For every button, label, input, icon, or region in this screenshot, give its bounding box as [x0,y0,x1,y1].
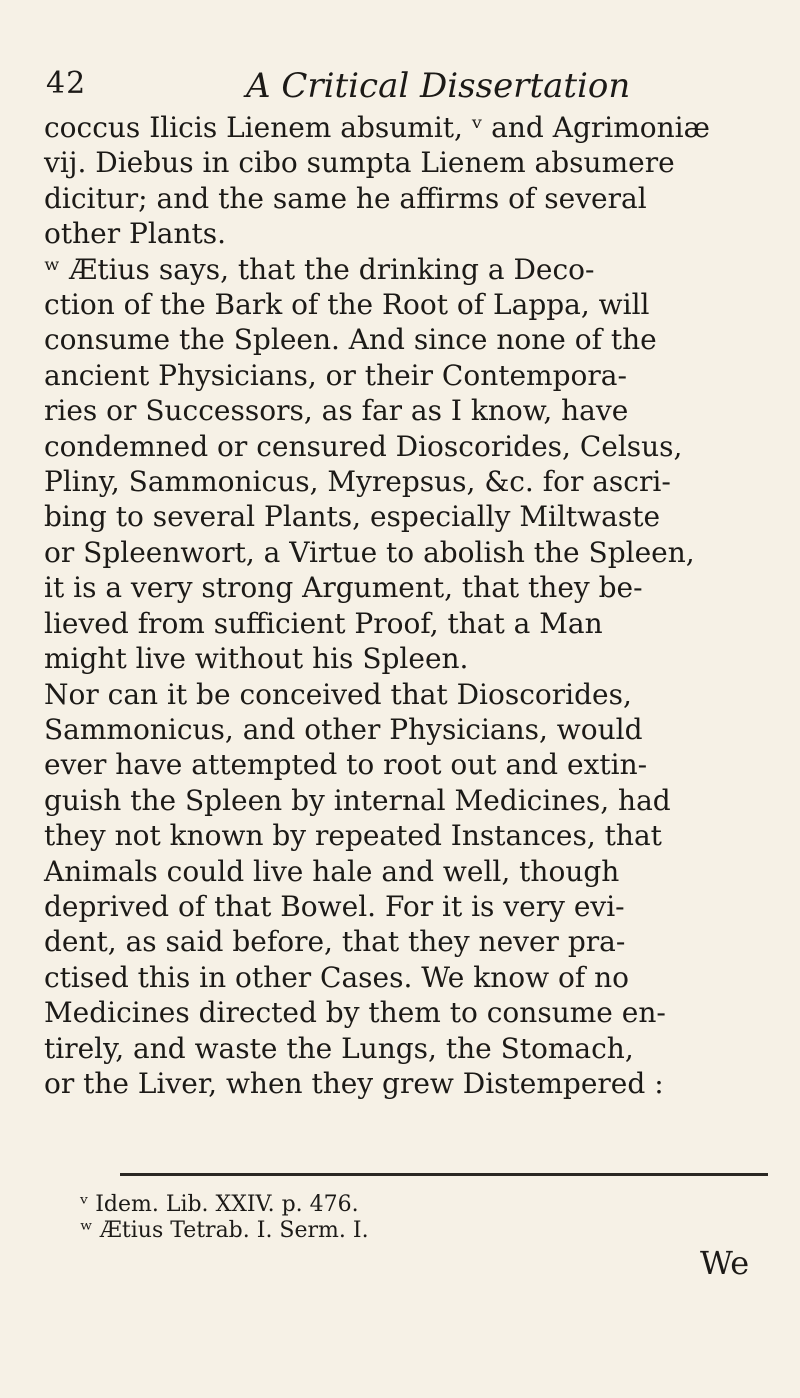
text-line: bing to several Plants, especially Miltwaste [44,500,661,534]
text-line: ʷ Ætius says, that the drinking a Deco- [44,252,595,286]
text-line: they not known by repeated Instances, that [44,819,662,853]
page-number: 42 [46,66,87,101]
text-line: other Plants. [44,217,227,251]
body-text [44,110,756,1101]
text-line: condemned or censured Dioscorides, Celsus, [44,429,683,463]
footnote-v: ᵛ Idem. Lib. XXIV. p. 476. [80,1192,359,1217]
text-line: coccus Ilicis Lienem absumit, ᵛ and Agrimoniæ [44,111,710,144]
text-line: deprived of that Bowel. For it is very evi- [44,889,625,923]
text-line: Nor can it be conceived that Dioscorides, [44,677,632,711]
text-line: vij. Diebus in cibo sumpta Lienem absumere [44,146,675,180]
footnotes [80,1192,760,1244]
text-line: dicitur; and the same he affirms of several [44,181,647,215]
text-line: consume the Spleen. And since none of the [44,323,657,357]
text-line: or the Liver, when they grew Distempered : [44,1066,664,1100]
footnote-w: ʷ Ætius Tetrab. I. Serm. I. [80,1218,369,1243]
text-line: Pliny, Sammonicus, Myrepsus, &c. for ascri- [44,465,671,499]
text-line: ction of the Bark of the Root of Lappa, will [44,288,650,322]
running-title: A Critical Dissertation [246,66,631,106]
text-line: tirely, and waste the Lungs, the Stomach, [44,1031,634,1065]
text-line: lieved from sufficient Proof, that a Man [44,606,603,640]
text-line: ancient Physicians, or their Contempora- [44,358,627,392]
text-line: or Spleenwort, a Virtue to abolish the Spleen, [44,535,695,569]
text-line: dent, as said before, that they never pra- [44,925,626,959]
text-line: guish the Spleen by internal Medicines, had [44,783,671,817]
text-line: ries or Successors, as far as I know, have [44,394,629,428]
page-header [46,66,746,110]
text-line: it is a very strong Argument, that they be- [44,571,643,605]
footnote-rule [120,1173,768,1176]
text-line: Animals could live hale and well, though [44,854,620,888]
text-line: might live without his Spleen. [44,642,469,676]
text-line: ctised this in other Cases. We know of no [44,960,629,994]
text-line: Medicines directed by them to consume en- [44,996,666,1030]
text-line: ever have attempted to root out and extin- [44,748,648,782]
text-line: Sammonicus, and other Physicians, would [44,712,643,746]
catchword: We [700,1244,750,1282]
